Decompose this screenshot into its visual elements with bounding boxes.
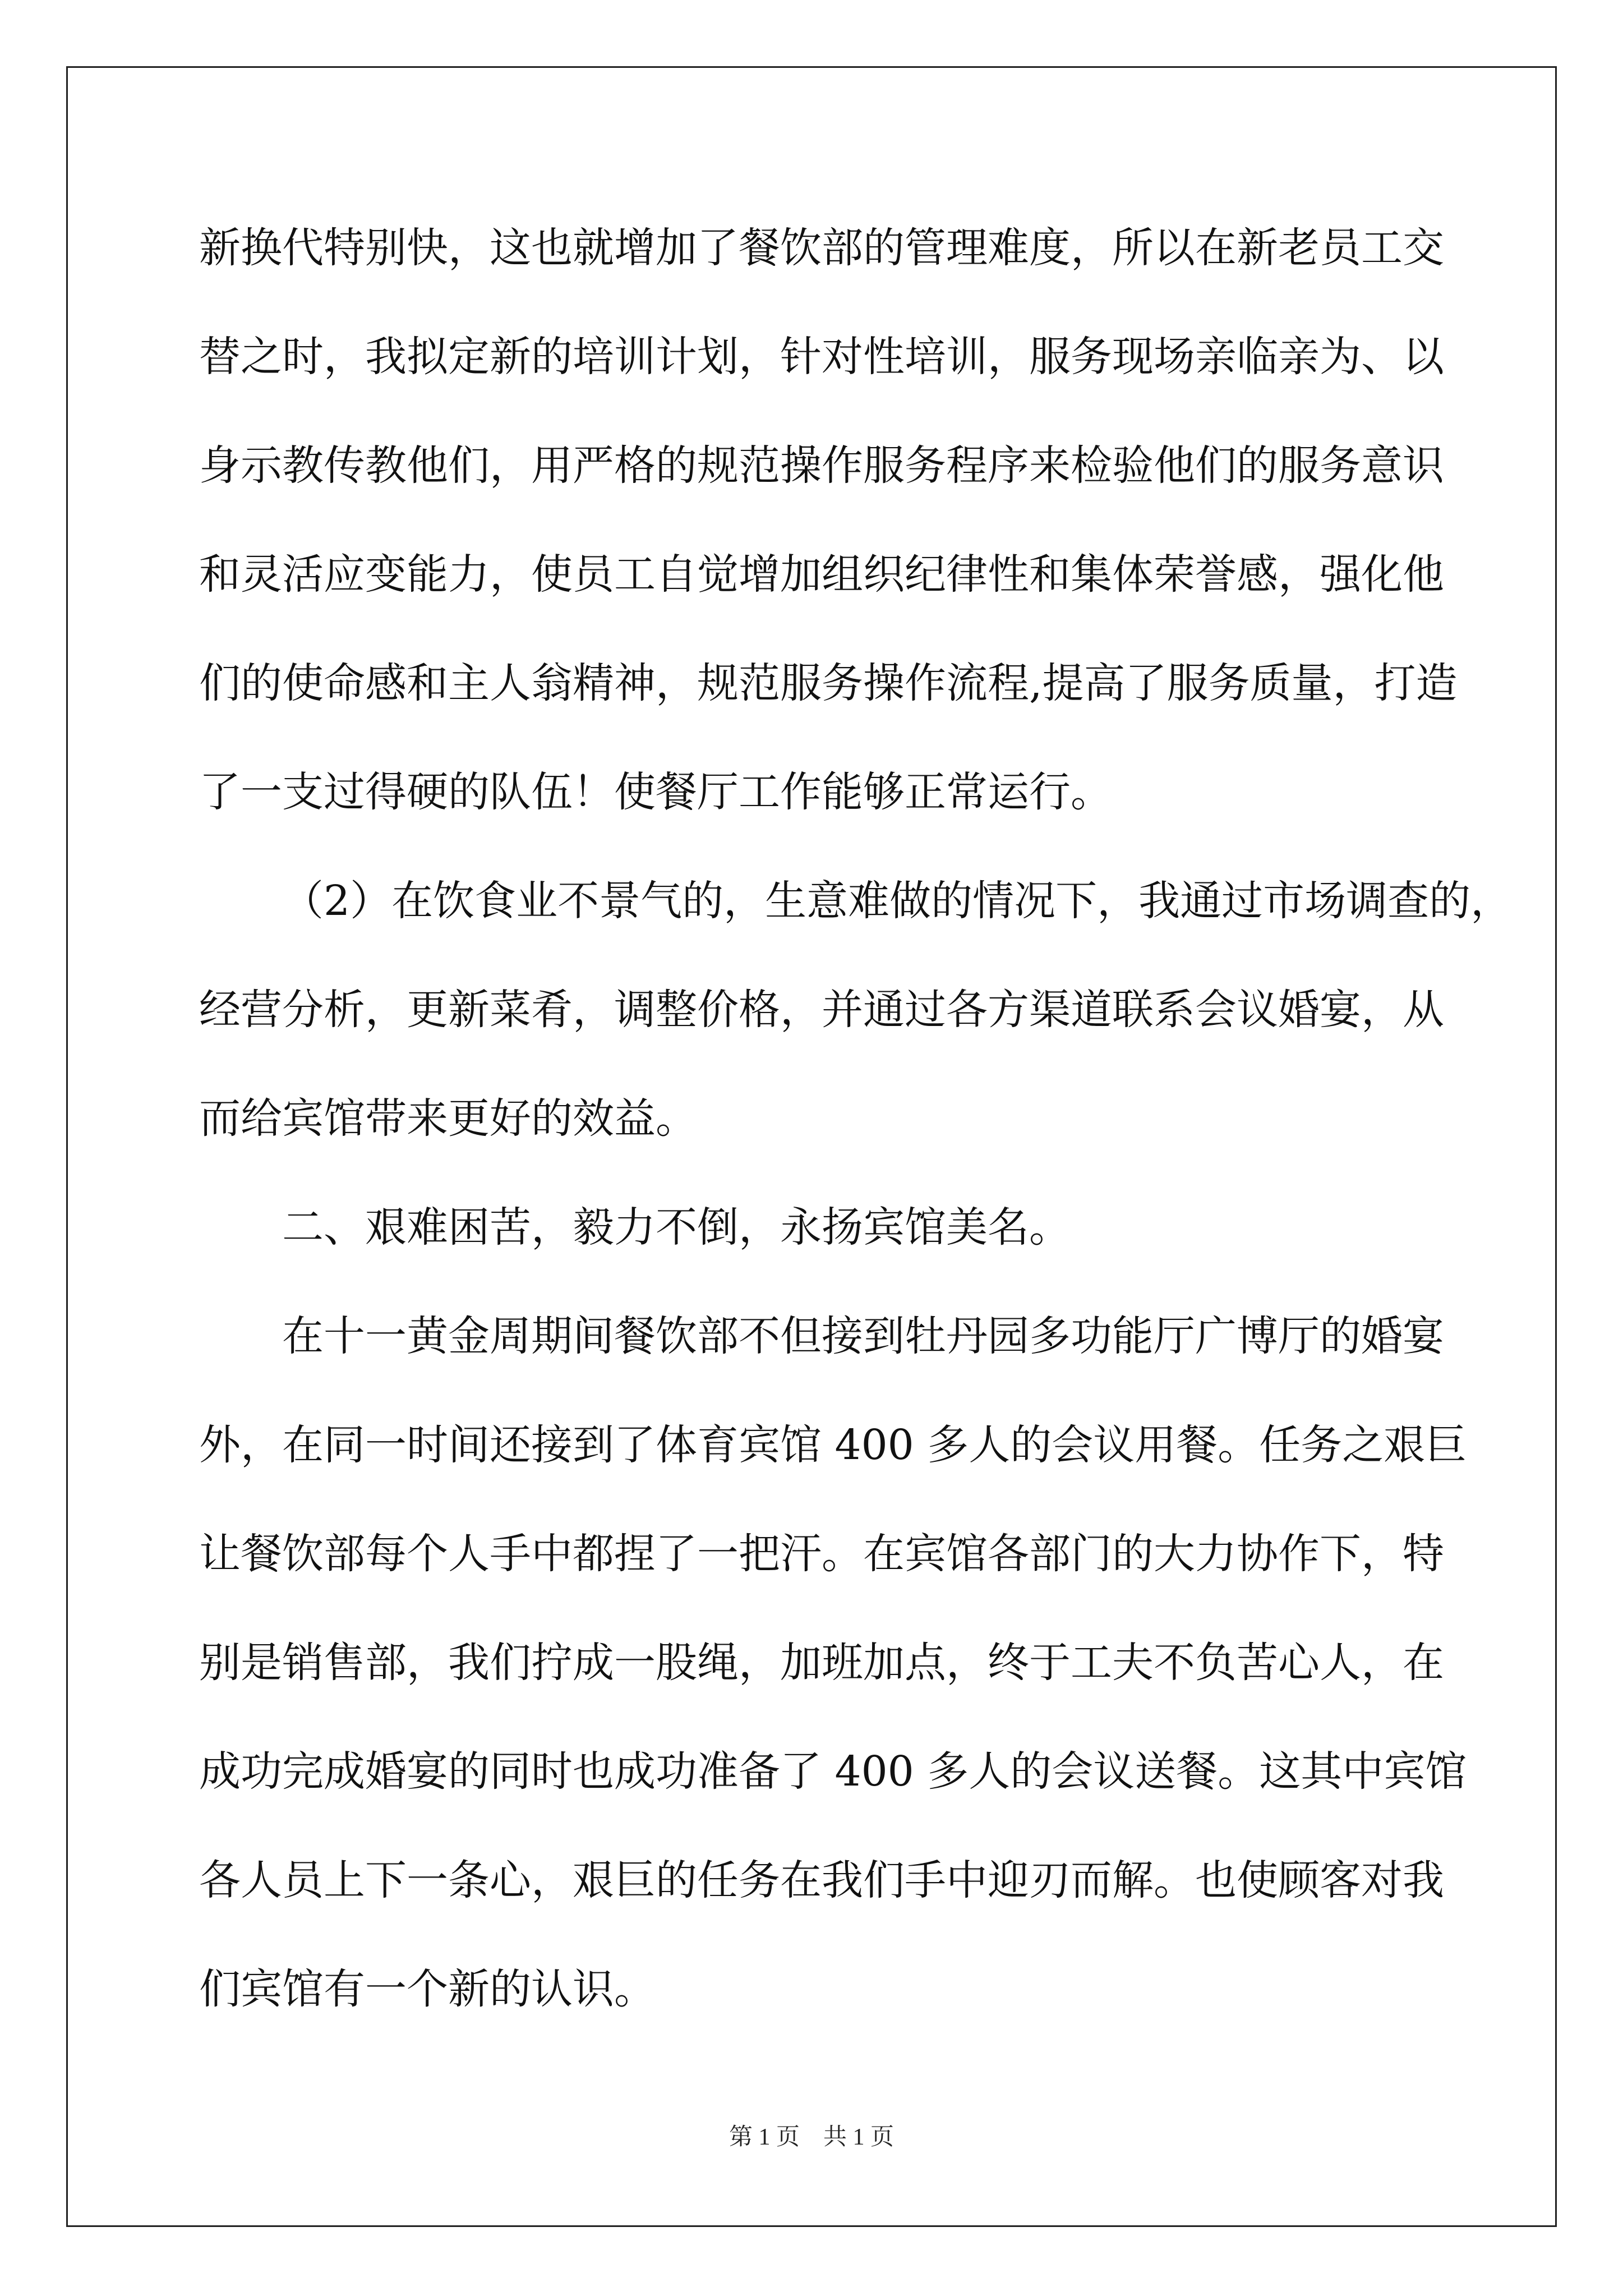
text-line: 新换代特别快，这也就增加了餐饮部的管理难度，所以在新老员工交: [199, 224, 1444, 272]
text-line: 替之时，我拟定新的培训计划，针对性培训，服务现场亲临亲为、以: [199, 333, 1444, 381]
text-line: 外，在同一时间还接到了体育宾馆 400 多人的会议用餐。任务之艰巨: [199, 1421, 1467, 1469]
text-line: 成功完成婚宴的同时也成功准备了 400 多人的会议送餐。这其中宾馆: [199, 1747, 1467, 1796]
text-line: 在十一黄金周期间餐饮部不但接到牡丹园多功能厅广博厅的婚宴: [282, 1312, 1444, 1360]
text-line: 经营分析，更新菜肴，调整价格，并通过各方渠道联系会议婚宴，从: [199, 986, 1444, 1034]
paragraph-4: [199, 1294, 1467, 2056]
text-line: 们的使命感和主人翁精神，规范服务操作流程,提高了服务质量，打造: [199, 659, 1458, 707]
paragraph-1: [199, 206, 1458, 859]
section-heading: [199, 1185, 1433, 1294]
text-line: 让餐饮部每个人手中都捏了一把汗。在宾馆各部门的大力协作下，特: [199, 1530, 1444, 1578]
text-line: 别是销售部，我们拧成一股绳，加班加点，终于工夫不负苦心人，在: [199, 1639, 1444, 1687]
text-line: 们宾馆有一个新的认识。: [199, 1965, 656, 2013]
text-line: 了一支过得硬的队伍！使餐厅工作能够正常运行。: [199, 768, 1112, 816]
text-line: （2）在饮食业不景气的，生意难做的情况下，我通过市场调查的，: [282, 877, 1513, 925]
text-line: 和灵活应变能力，使员工自觉增加组织纪律性和集体荣誉感，强化他: [199, 550, 1444, 599]
text-line: 而给宾馆带来更好的效益。: [199, 1094, 697, 1143]
page-number-footer: 第 1 页 共 1 页: [728, 2124, 894, 2150]
paragraph-2: [199, 859, 1513, 1185]
document-body: [199, 206, 1513, 2056]
text-line: 各人员上下一条心，艰巨的任务在我们手中迎刃而解。也使顾客对我: [199, 1856, 1444, 1904]
text-line: 二、艰难困苦，毅力不倒，永扬宾馆美名。: [282, 1203, 1071, 1251]
text-line: 身示教传教他们，用严格的规范操作服务程序来检验他们的服务意识: [199, 441, 1444, 490]
